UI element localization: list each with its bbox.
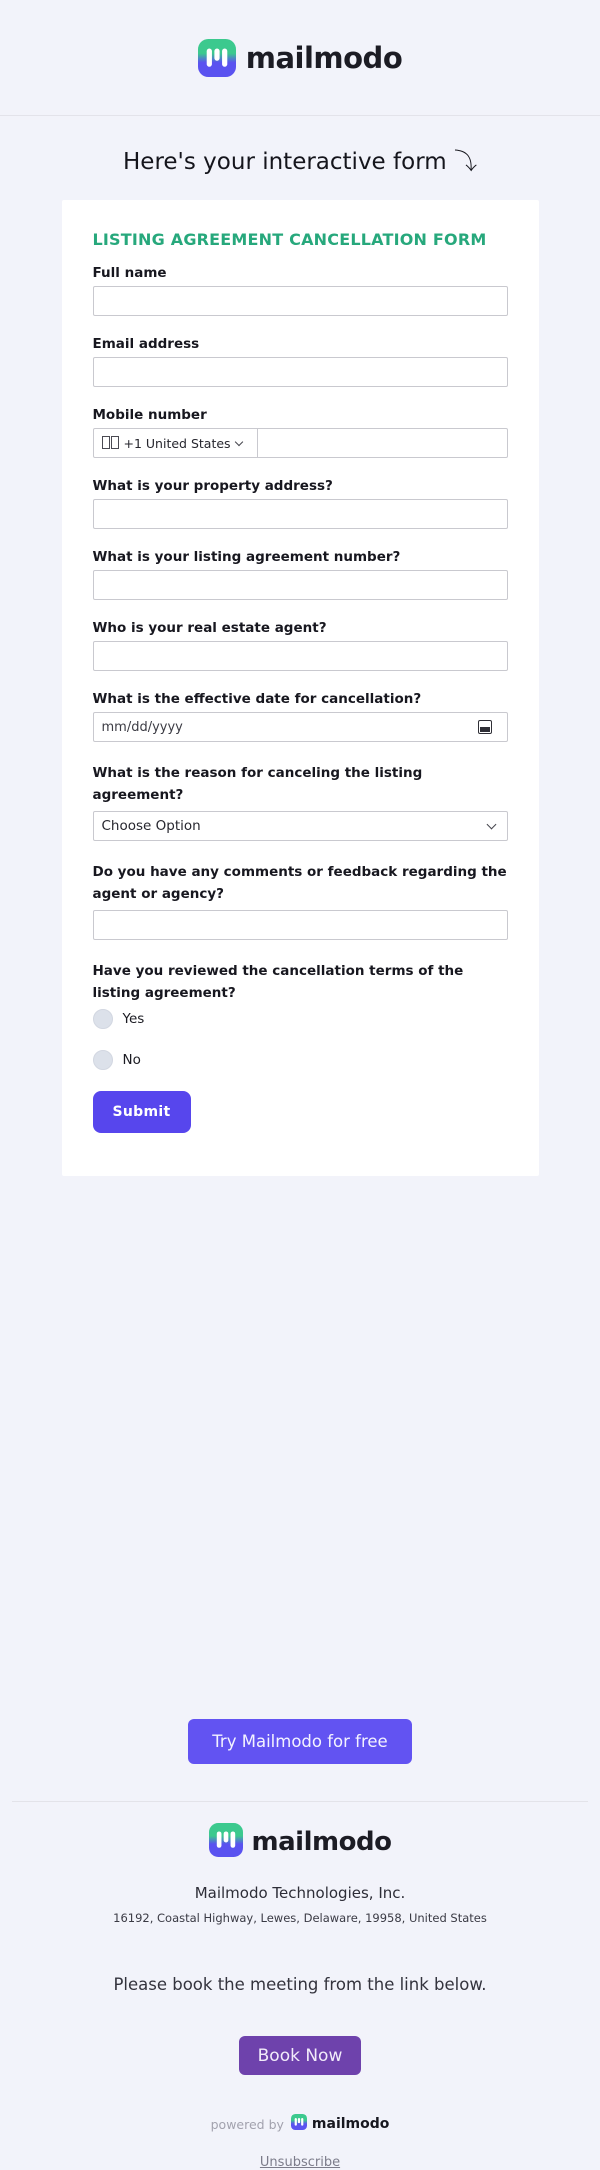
footer-divider [12, 1801, 588, 1802]
property-address-input[interactable] [93, 499, 508, 529]
email-header [0, 0, 600, 116]
mailmodo-logo-icon [291, 2114, 307, 2134]
agent-label: Who is your real estate agent? [92, 620, 327, 636]
email-footer [0, 1823, 600, 2170]
comments-label: Do you have any comments or feedback regarding the agent or agency? [92, 864, 507, 902]
radio-button-no[interactable] [93, 1050, 113, 1070]
reason-select-value: Choose Option [101, 818, 201, 834]
form-card [62, 200, 539, 1176]
full-name-label: Full name [92, 265, 167, 281]
chevron-down-icon [234, 437, 242, 445]
powered-by-label: powered by [210, 2116, 284, 2132]
radio-button-yes[interactable] [93, 1009, 113, 1029]
chevron-down-icon [486, 820, 496, 830]
effective-date-input[interactable] [93, 712, 508, 742]
radio-option-no[interactable] [93, 1050, 508, 1070]
unsubscribe-link[interactable]: Unsubscribe [259, 2155, 341, 2170]
hero-heading: Here's your interactive form ⤵ [123, 149, 477, 175]
agreement-number-label: What is your listing agreement number? [92, 549, 401, 565]
unsubscribe-row [0, 2151, 600, 2170]
mobile-number-input[interactable] [258, 428, 508, 458]
agent-input[interactable] [93, 641, 508, 671]
mobile-field [93, 428, 508, 458]
powered-by-row [0, 2114, 600, 2134]
radio-label-no: No [122, 1052, 141, 1068]
form-title: LISTING AGREEMENT CANCELLATION FORM [92, 230, 487, 249]
full-name-input[interactable] [93, 286, 508, 316]
powered-by-mailmodo[interactable] [291, 2114, 389, 2134]
reviewed-terms-label: Have you reviewed the cancellation terms of the listing agreement? [92, 963, 464, 1001]
mailmodo-logo-icon [198, 39, 236, 77]
try-mailmodo-button[interactable]: Try Mailmodo for free [188, 1719, 412, 1764]
country-code-label: +1 United States [123, 435, 231, 451]
country-code-selector[interactable] [93, 428, 258, 458]
reason-select[interactable] [93, 811, 508, 841]
powered-brand-wordmark: mailmodo [311, 2116, 390, 2132]
mailmodo-logo [198, 39, 403, 77]
meeting-text: Please book the meeting from the link below. [113, 1975, 487, 1994]
mobile-label: Mobile number [92, 407, 207, 423]
effective-date-field [93, 712, 508, 742]
radio-option-yes[interactable] [93, 1009, 508, 1029]
footer-mailmodo-logo [0, 1823, 600, 1861]
email-label: Email address [92, 336, 200, 352]
reason-label: What is the reason for canceling the listing agreement? [92, 765, 423, 803]
mailmodo-logo-icon [209, 1823, 243, 1861]
email-input[interactable] [93, 357, 508, 387]
company-address: 16192, Coastal Highway, Lewes, Delaware, 19958, United States [113, 1911, 487, 1925]
property-address-label: What is your property address? [92, 478, 333, 494]
try-cta-section [0, 1719, 600, 1764]
agreement-number-input[interactable] [93, 570, 508, 600]
calendar-icon[interactable] [478, 720, 492, 734]
effective-date-label: What is the effective date for cancellation? [92, 691, 422, 707]
company-name: Mailmodo Technologies, Inc. [194, 1884, 406, 1902]
mailmodo-wordmark: mailmodo [245, 40, 403, 75]
flag-placeholder-icon [102, 434, 119, 453]
comments-input[interactable] [93, 910, 508, 940]
submit-button[interactable]: Submit [93, 1091, 191, 1133]
book-now-button[interactable]: Book Now [239, 2036, 361, 2075]
radio-label-yes: Yes [122, 1011, 145, 1027]
mailmodo-wordmark: mailmodo [251, 1827, 392, 1857]
